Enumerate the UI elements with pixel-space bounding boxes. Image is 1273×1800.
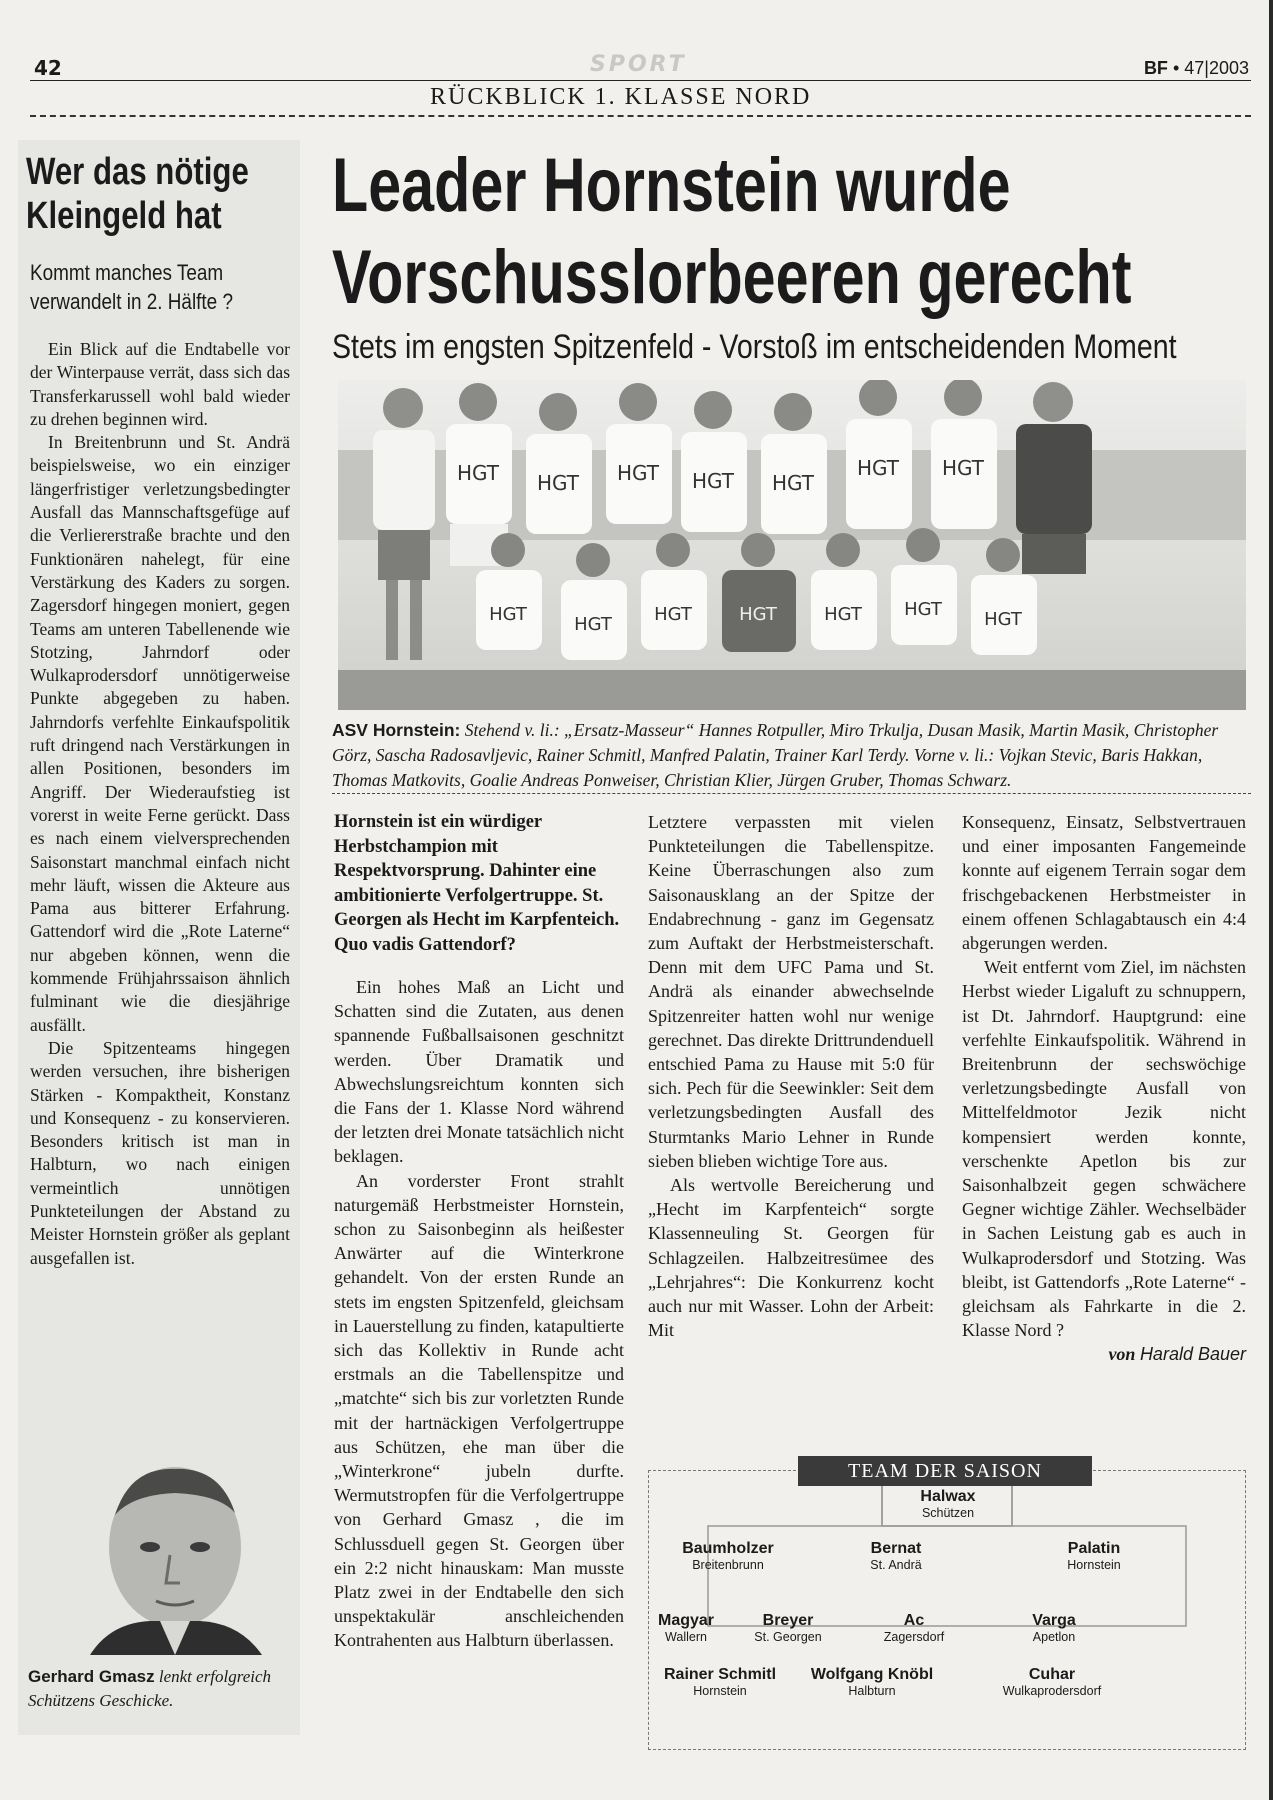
byline [962, 1342, 1246, 1366]
header-rule [30, 80, 1251, 81]
player-club: Wulkaprodersdorf [1002, 1684, 1102, 1698]
caption-dashed-rule [332, 793, 1251, 794]
player-name: Ac [903, 1612, 925, 1629]
article-paragraph: Weit entfernt vom Ziel, im nächsten Herbst wieder Ligaluft zu schnuppern, ist Dt. Jahrndorf. Hauptgrund: eine verfehlte Einkaufspolitik. Während in Breitenbrunn der sechswöchige verletzungsbedingte Ausfall von Mittelfeldmotor Jezik nicht kompensiert werden konnte, verschenkte Apetlon bis zur Saisonhalbzeit gegen schwächere Gegner wichtige Zähler. Wechselbäder in Sachen Leistung gab es auch in Wulkaprodersdorf und Stotzing. Was bleibt, ist Gattendorfs „Rote Laterne“ - gleichsam als Fahrkarte in die 2. Klasse Nord ? [962, 957, 1246, 1341]
player-club: Breitenbrunn [692, 1558, 764, 1572]
portrait-caption-text: lenkt erfolgreich Schützens Geschicke. [28, 1667, 272, 1710]
article-paragraph: Als wertvolle Bereicherung und „Hecht im Karpfenteich“ sorgte Klassenneuling St. Georgen für Schlagzeilen. Halbzeitresümee des „Lehrjahres“: Die Konkurrenz kocht auch nur mit Wasser. Lohn der Arbeit: Mit [648, 1175, 934, 1341]
player-name: Breyer [762, 1612, 814, 1629]
player-name: Cuhar [1028, 1666, 1076, 1683]
subheadline: Stets im engsten Spitzenfeld - Vorstoß im entscheidenden Moment [332, 328, 1177, 366]
player-club: St. Andrä [870, 1558, 922, 1572]
player-name: Varga [1032, 1612, 1076, 1629]
portrait-caption [28, 1665, 290, 1713]
article-lead: Hornstein ist ein würdiger Herbstchampion mit Respektvorsprung. Dahinter eine ambitionierte Verfolgertruppe. St. Georgen als Hecht im Karpfenteich. Quo vadis Gattendorf? [334, 812, 620, 955]
headline-line-2: Vorschusslorbeeren gerecht [332, 235, 1132, 320]
player-club: Hornstein [693, 1684, 747, 1698]
issue-number: 47|2003 [1184, 58, 1249, 78]
issue-info: BF • 47|2003 [1143, 58, 1249, 78]
section-label: SPORT [590, 52, 687, 77]
article-column-3 [962, 810, 1246, 1367]
player-card [1004, 1540, 1184, 1572]
header-dashed-rule [30, 115, 1251, 117]
jersey-label: HGT [771, 471, 815, 495]
portrait-caption-name: Gerhard Gmasz [28, 1667, 155, 1686]
player-card [964, 1612, 1144, 1644]
headline [332, 140, 1131, 324]
team-photo [338, 380, 1246, 710]
jersey-label: HGT [574, 614, 612, 635]
jersey-label: HGT [941, 456, 985, 480]
player-name: Wolfgang Knöbl [810, 1666, 934, 1683]
page-edge-shadow [1269, 0, 1273, 1800]
player-card [806, 1540, 986, 1572]
sidebar-paragraph: In Breitenbrunn und St. Andrä beispielsweise, wo ein einziger längerfristiger verletzungsbedingter Ausfall das Mannschaftsgefüge auf die Verliererstraße brachte und den Funktionären nahelegt, für eine Verstärkung des Kaders zu sorgen. Zagersdorf hingegen moniert, gegen Teams am unteren Tabellenende wie Stotzing, Jahrndorf oder Wulkaprodersdorf unnötigerweise Punkte abgegeben zu haben. Jahrndorfs verfehlte Einkaufspolitik ruft dringend nach Verstärkungen in allen Positionen, besonders im Angriff. Der Wiederaufstieg ist vorerst in weite Ferne gerückt. Dass es nach einem vielversprechenden Saisonstart manchmal einfach nicht mehr läuft, wissen die Akteure aus Pama aus bitterer Erfahrung. Gattendorf wird die „Rote Laterne“ nur abgeben können, wenn die kommende Frühjahrssaison ähnlich fulminant wie die diesjährige ausfällt. [30, 432, 290, 1035]
player-card [858, 1488, 1038, 1520]
kicker: RÜCKBLICK 1. KLASSE NORD [430, 84, 812, 110]
byline-prefix: von [1108, 1344, 1136, 1365]
sidebar-paragraph: Die Spitzenteams hingegen werden versuchen, ihre bisherigen Stärken - Kompaktheit, Konstanz und Konsequenz - zu konservieren. Besonders kritisch ist man in Halbturn, wo nach einigen vermeintlich unnötigen Punkteteilungen der Abstand zu Meister Hornstein größer als geplant ausgefallen ist. [30, 1037, 290, 1268]
player-name: Magyar [657, 1612, 715, 1629]
sidebar-title: Wer das nötige Kleingeld hat [26, 151, 249, 237]
team-of-season-box [648, 1460, 1246, 1750]
jersey-label: HGT [824, 604, 862, 625]
sidebar-deck: Kommt manches Team verwandelt in 2. Hälfte ? [30, 260, 233, 314]
page-number: 42 [34, 56, 62, 80]
article-column-2 [648, 810, 934, 1342]
jersey-label: HGT [489, 604, 527, 625]
sidebar-body [30, 338, 290, 1270]
article-paragraph: An vorderster Front strahlt naturgemäß Herbstmeister Hornstein, schon zu Saisonbeginn als heißester Anwärter auf die Winterkrone gehandelt. Von der ersten Runde an stets im engsten Spitzenfeld, gleichsam in Lauerstellung zu finden, katapultierte sich das Kollektiv in Runde acht erstmals an die Tabellenspitze und „matchte“ sich bis zur vorletzten Runde mit der hartnäckigen Verfolgertruppe aus Schützen, ehe man über die „Winterkrone“ jubeln durfte. Wermutstropfen für die Verfolgertruppe von Gerhard Gmasz , die im Schlussduell gegen St. Georgen über ein 2:2 nicht hinauskam: Man musste Platz zwei in der Endtabelle den sich unspektakulär anschleichenden Kontrahenten aus Halbturn überlassen. [334, 1170, 624, 1651]
jersey-label: HGT [691, 469, 735, 493]
jersey-label: HGT [616, 461, 660, 485]
publication-name: BF [1143, 58, 1168, 78]
headline-line-1: Leader Hornstein wurde [332, 143, 1011, 228]
photo-caption-text: Stehend v. li.: „Ersatz-Masseur“ Hannes Rotpuller, Miro Trkulja, Dusan Masik, Martin Masik, Christopher Görz, Sascha Radosavljevic, Rainer Schmitl, Manfred Palatin, Trainer Karl Terdy. Vorne v. li.: Vojkan Stevic, Baris Hakkan, Thomas Matkovits, Goalie Andreas Ponweiser, Christian Klier, Jürgen Gruber, Thomas Schwarz. [332, 720, 1219, 790]
player-club: St. Georgen [754, 1630, 822, 1644]
jersey-label: HGT [654, 604, 692, 625]
jersey-label: HGT [984, 609, 1022, 630]
player-name: Bernat [870, 1540, 922, 1557]
player-club: Zagersdorf [883, 1630, 945, 1644]
player-name: Palatin [1067, 1540, 1121, 1557]
jersey-label: HGT [739, 604, 777, 625]
player-name: Halwax [920, 1488, 976, 1505]
jersey-label: HGT [536, 471, 580, 495]
player-club: Hornstein [1067, 1558, 1121, 1572]
jersey-label: HGT [904, 599, 942, 620]
sidebar-paragraph: Ein Blick auf die Endtabelle vor der Winterpause verrät, dass sich das Transferkarussell wohl bald wieder zu drehen beginnen wird. [30, 339, 290, 429]
jersey-label: HGT [456, 461, 500, 485]
article-paragraph: Letztere verpassten mit vielen Punkteteilungen die Tabellenspitze. Keine Überraschungen also zum Saisonausklang an der Spitze der Endabrechnung - ganz im Gegensatz zum Auftakt der Herbstmeisterschaft. Denn mit dem UFC Pama und St. Andrä als einander abwechselnde Spitzenreiter hatten wohl nur wenige gerechnet. Das direkte Drittrundenduell entschied Pama zu Hause mit 5:0 für sich. Pech für die Seewinkler: Seit dem verletzungsbedingten Ausfall des Sturmtanks Mario Lehner in Runde sieben blieben wichtige Tore aus. [648, 812, 934, 1171]
player-club: Wallern [665, 1630, 707, 1644]
player-club: Halbturn [848, 1684, 896, 1698]
byline-author: Harald Bauer [1139, 1344, 1246, 1365]
player-name: Baumholzer [682, 1540, 774, 1557]
article-paragraph: Konsequenz, Einsatz, Selbstvertrauen und einer imposanten Fangemeinde konnte auf eigenem Terrain sogar dem frischgebackenen Herbstmeister in einem offenen Schlagabtausch ein 4:4 abgerungen werden. [962, 812, 1246, 954]
portrait-photo [70, 1455, 280, 1655]
player-club: Apetlon [1032, 1630, 1076, 1644]
player-name: Rainer Schmitl [663, 1666, 777, 1683]
player-card [638, 1540, 818, 1572]
player-card [782, 1666, 962, 1698]
player-club: Schützen [921, 1506, 975, 1520]
photo-caption-label: ASV Hornstein: [332, 720, 461, 740]
article-paragraph: Ein hohes Maß an Licht und Schatten sind die Zutaten, aus denen spannende Fußballsaisonen geschnitzt werden. Über Dramatik und Abwechslungsreichtum konnten sich die Fans der 1. Klasse Nord während der letzten drei Monate tatsächlich nicht beklagen. [334, 977, 624, 1167]
photo-caption [332, 718, 1247, 793]
player-card [962, 1666, 1142, 1698]
team-of-season-title: TEAM DER SAISON [798, 1456, 1092, 1486]
jersey-label: HGT [856, 456, 900, 480]
article-column-1 [334, 975, 624, 1653]
